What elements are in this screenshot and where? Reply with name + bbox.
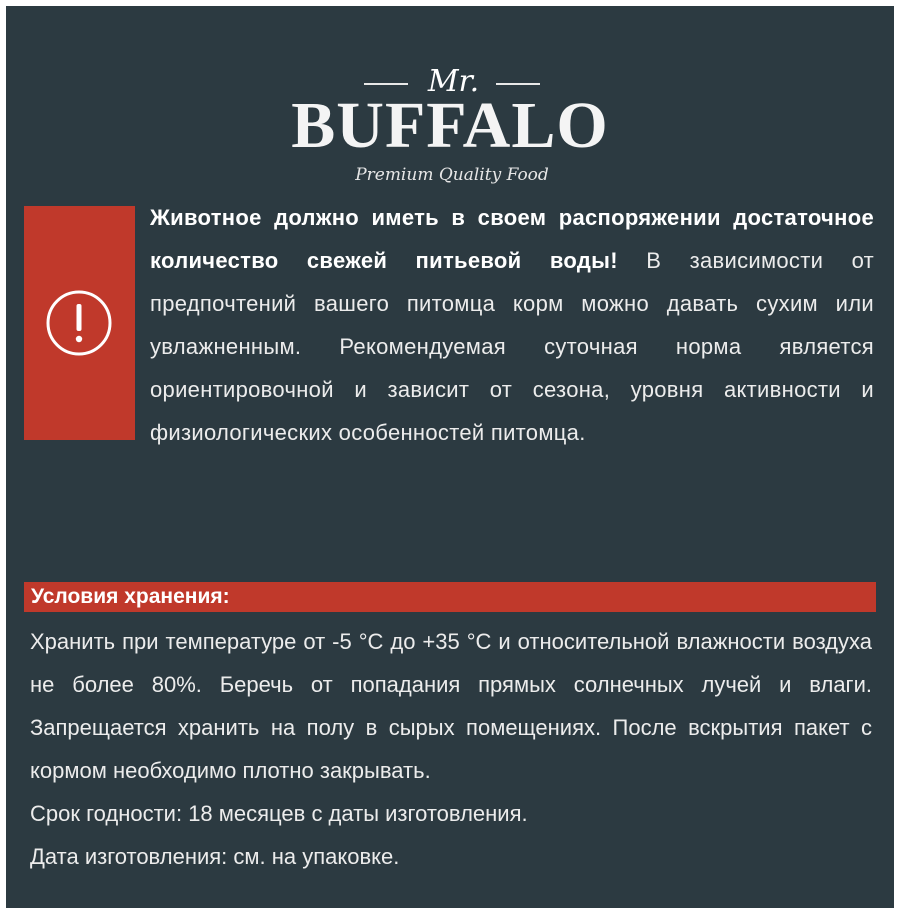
logo-brand-name: BUFFALO bbox=[291, 89, 609, 162]
logo-decor-line-left bbox=[364, 83, 408, 85]
warning-bar bbox=[24, 206, 135, 440]
warning-body-text: В зависимости от предпочтений вашего питомца корм можно давать сухим или увлажненным. Рекомендуемая суточная норма является ориентировочной и зависит от сезона, уровня активности и физиологических особенностей питомца. bbox=[150, 248, 874, 445]
warning-bold-text: Животное должно иметь в своем распоряжении достаточное количество свежей питьевой воды! bbox=[150, 205, 874, 273]
logo-decor-line-right bbox=[496, 83, 540, 85]
brand-logo bbox=[6, 62, 894, 192]
exclamation-circle-icon bbox=[43, 287, 115, 359]
manufacture-date-text: Дата изготовления: см. на упаковке. bbox=[30, 844, 400, 869]
logo-mr: Mr. bbox=[427, 64, 480, 99]
warning-text bbox=[150, 196, 874, 454]
storage-heading: Условия хранения: bbox=[31, 585, 230, 608]
storage-heading-bar bbox=[24, 582, 876, 612]
info-panel bbox=[6, 6, 894, 908]
storage-conditions-text: Хранить при температуре от -5 °С до +35 °С и относительной влажности воздуха не более 80%. Беречь от попадания прямых солнечных лучей и влаги. Запрещается хранить на полу в сырых помещениях. После вскрытия пакет с кормом необходимо плотно закрывать. bbox=[30, 629, 872, 783]
logo-tagline: Premium Quality Food bbox=[355, 165, 549, 185]
shelf-life-text: Срок годности: 18 месяцев с даты изготовления. bbox=[30, 801, 528, 826]
